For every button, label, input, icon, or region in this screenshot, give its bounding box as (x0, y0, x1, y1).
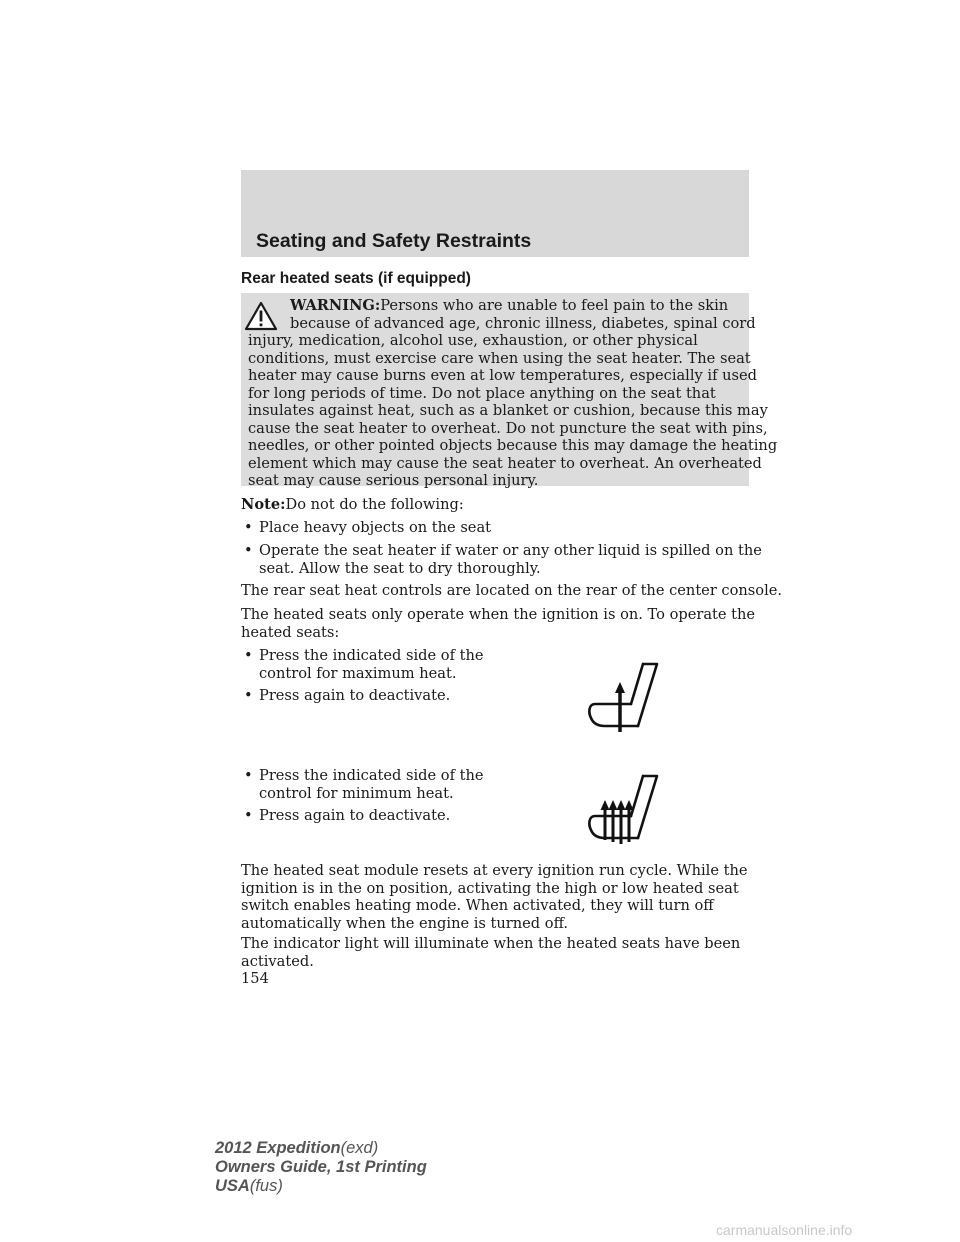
section-heading: Rear heated seats (if equipped) (241, 270, 471, 287)
warning-line: element which may cause the seat heater to overheat. An overheated (248, 454, 762, 472)
paragraph-module: switch enables heating mode. When activated, they will turn off (241, 897, 714, 914)
note-label: Note: (241, 496, 286, 513)
page-number: 154 (241, 970, 269, 987)
warning-line: seat may cause serious personal injury. (248, 472, 539, 489)
paragraph-module: The heated seat module resets at every ignition run cycle. While the (241, 862, 748, 879)
warning-line: because of advanced age, chronic illness, diabetes, spinal cord (290, 314, 756, 332)
footer-line: USA(fus) (215, 1177, 283, 1195)
warning-line: conditions, must exercise care when using the seat heater. The seat (248, 349, 751, 367)
warning-line: for long periods of time. Do not place anything on the seat that (248, 384, 716, 402)
paragraph-controls: The rear seat heat controls are located on the rear of the center console. (241, 582, 783, 599)
paragraph-module: ignition is in the on position, activating the high or low heated seat (241, 879, 739, 897)
bullet-text: Press again to deactivate. (259, 807, 451, 824)
bullet-text: Place heavy objects on the seat (259, 519, 492, 536)
footer-line: Owners Guide, 1st Printing (215, 1158, 427, 1176)
warning-line: heater may cause burns even at low temperatures, especially if used (248, 367, 757, 384)
page-title: Seating and Safety Restraints (256, 230, 532, 252)
paragraph-indicator: The indicator light will illuminate when the heated seats have been (241, 935, 741, 952)
warning-line: WARNING:Persons who are unable to feel pain to the skin (290, 297, 729, 314)
warning-line: injury, medication, alcohol use, exhaustion, or other physical (248, 332, 698, 349)
bullet-icon: • (244, 519, 253, 536)
footer-line: 2012 Expedition(exd) (215, 1139, 379, 1157)
paragraph-module: automatically when the engine is turned off. (241, 914, 569, 932)
watermark: carmanualsonline.info (716, 1222, 853, 1238)
paragraph-operate: The heated seats only operate when the ignition is on. To operate the (241, 606, 756, 623)
note-line: Note:Do not do the following: (241, 496, 464, 513)
bullet-icon: • (244, 542, 253, 559)
bullet-icon: • (244, 647, 253, 664)
bullet-text: control for maximum heat. (259, 664, 457, 682)
warning-label: WARNING: (290, 297, 381, 314)
bullet-icon: • (244, 767, 253, 784)
warning-line: insulates against heat, such as a blanket or cushion, because this may (248, 402, 768, 419)
warning-line: needles, or other pointed objects because this may damage the heating (248, 437, 778, 454)
bullet-text: Operate the seat heater if water or any other liquid is spilled on the (259, 542, 762, 559)
paragraph-indicator: activated. (241, 952, 314, 970)
bullet-icon: • (244, 687, 253, 704)
warning-line: cause the seat heater to overheat. Do not puncture the seat with pins, (248, 419, 768, 437)
heated-seat-low-icon (585, 772, 663, 848)
bullet-text: Press again to deactivate. (259, 687, 451, 704)
bullet-text: seat. Allow the seat to dry thoroughly. (259, 559, 541, 577)
bullet-text: Press the indicated side of the (259, 767, 484, 784)
warning-triangle-icon (244, 301, 278, 331)
paragraph-operate: heated seats: (241, 623, 340, 641)
bullet-text: control for minimum heat. (259, 784, 454, 802)
bullet-icon: • (244, 807, 253, 824)
bullet-text: Press the indicated side of the (259, 647, 484, 664)
heated-seat-high-icon (585, 660, 663, 736)
